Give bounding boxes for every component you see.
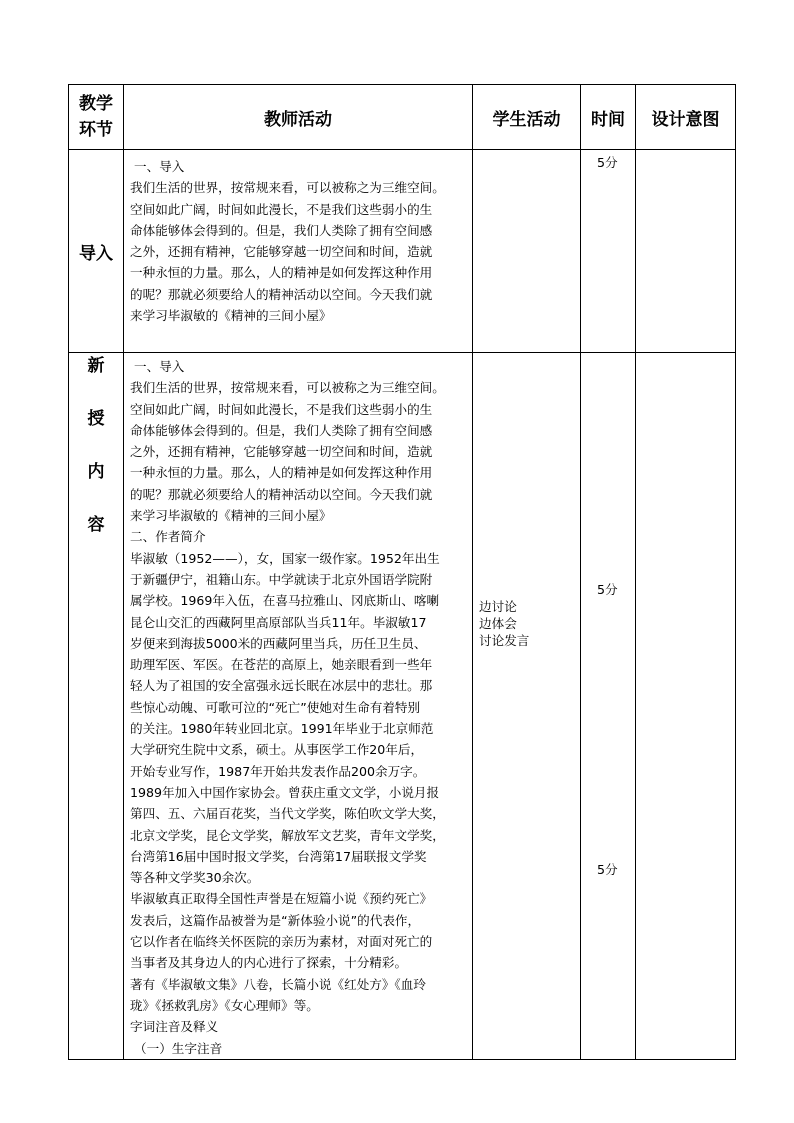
header-row (69, 85, 736, 150)
content-line-13: 岁便来到海拔5000米的西藏阿里当兵，历任卫生员、 (130, 635, 427, 651)
intro-line-6: 的呢？那就必须要给人的精神活动以空间。今天我们就 (130, 286, 433, 302)
intro-time: 5分 (597, 155, 618, 170)
intro-line-4: 之外，还拥有精神，它能够穿越一切空间和时间，造就 (130, 244, 433, 260)
intro-time-cell (581, 150, 636, 353)
content-line-4: 之外，还拥有精神，它能够穿越一切空间和时间，造就 (130, 444, 433, 460)
content-line-12: 昆仑山交汇的西藏阿里高原部队当兵11年。毕淑敏17 (130, 614, 427, 630)
stage-char-1: 授 (87, 409, 105, 429)
intro-line-2: 空间如此广阔，时间如此漫长，不是我们这些弱小的生 (130, 201, 433, 217)
intro-intent-cell (636, 150, 736, 353)
new-content-student-cell (473, 353, 581, 1060)
content-line-14: 助理军医、军医。在苍茫的高原上，她亲眼看到一些年 (130, 657, 433, 673)
content-line-6: 的呢？那就必须要给人的精神活动以空间。今天我们就 (130, 486, 433, 502)
content-line-11: 属学校。1969年入伍，在喜马拉雅山、冈底斯山、喀喇 (130, 593, 440, 609)
content-line-19: 开始专业写作，1987年开始共发表作品200余万字。 (130, 763, 426, 779)
header-stage-line2: 环节 (79, 120, 113, 140)
content-line-7: 来学习毕淑敏的《精神的三间小屋》 (130, 508, 332, 524)
intro-line-1: 我们生活的世界，按常规来看，可以被称之为三维空间。 (130, 180, 445, 196)
new-content-intent-cell (636, 353, 736, 1060)
intro-line-0: 一、导入 (134, 159, 185, 174)
content-line-26: 发表后，这篇作品被誉为是“新体验小说”的代表作， (130, 912, 421, 928)
intro-student-cell (473, 150, 581, 353)
header-student: 学生活动 (473, 85, 581, 150)
content-line-1: 我们生活的世界，按常规来看，可以被称之为三维空间。 (130, 380, 445, 396)
lesson-plan-table (68, 84, 736, 1060)
content-line-18: 大学研究生院中文系，硕士。从事医学工作20年后， (130, 742, 424, 758)
content-line-23: 台湾第16届中国时报文学奖，台湾第17届联报文学奖 (130, 848, 427, 864)
content-line-29: 著有《毕淑敏文集》八卷，长篇小说《红处方》《血玲 (130, 976, 426, 992)
header-time: 时间 (581, 85, 636, 150)
content-time-a: 5分 (597, 582, 618, 597)
content-line-30: 珑》《拯救乳房》《女心理师》等。 (130, 997, 319, 1013)
new-content-teacher-cell (124, 353, 473, 1060)
content-line-25: 毕淑敏真正取得全国性声誉是在短篇小说《预约死亡》 (130, 891, 433, 907)
content-line-0: 一、导入 (134, 359, 185, 374)
header-stage-line1: 教学 (79, 94, 113, 114)
content-line-27: 它以作者在临终关怀医院的亲历为素材，对面对死亡的 (130, 934, 433, 950)
content-line-24: 等各种文学奖30余次。 (130, 870, 260, 886)
content-line-10: 于新疆伊宁，祖籍山东。中学就读于北京外国语学院附 (130, 571, 433, 587)
content-time-b: 5分 (597, 862, 618, 877)
content-line-28: 当事者及其身边人的内心进行了探索，十分精彩。 (130, 955, 408, 971)
new-content-time-cell (581, 353, 636, 1060)
content-line-32: （一）生字注音 (134, 1040, 223, 1056)
content-line-20: 1989年加入中国作家协会。曾获庄重文文学，小说月报 (130, 784, 440, 800)
content-line-15: 轻人为了祖国的安全富强永远长眠在冰层中的悲壮。那 (130, 678, 433, 694)
student-line-2: 讨论发言 (479, 633, 530, 648)
intro-line-7: 来学习毕淑敏的《精神的三间小屋》 (130, 308, 332, 324)
content-line-9: 毕淑敏（1952——），女，国家一级作家。1952年出生 (130, 550, 440, 566)
new-content-row (69, 353, 736, 1060)
stage-char-0: 新 (87, 356, 105, 376)
stage-new-content (69, 353, 124, 1060)
content-line-21: 第四、五、六届百花奖，当代文学奖，陈伯吹文学大奖， (130, 806, 445, 822)
intro-teacher-cell (124, 150, 473, 353)
student-line-1: 边体会 (479, 616, 517, 631)
intro-line-3: 命体能够体会得到的。但是，我们人类除了拥有空间感 (130, 222, 433, 238)
header-stage (69, 85, 124, 150)
content-line-16: 些惊心动魄、可歌可泣的“死亡”使她对生命有着特别 (130, 699, 421, 715)
content-line-31: 字词注音及释义 (130, 1019, 219, 1035)
stage-char-2: 内 (87, 462, 105, 482)
header-intent: 设计意图 (636, 85, 736, 150)
content-line-2: 空间如此广阔，时间如此漫长，不是我们这些弱小的生 (130, 401, 433, 417)
student-line-0: 边讨论 (479, 599, 517, 614)
content-line-3: 命体能够体会得到的。但是，我们人类除了拥有空间感 (130, 422, 433, 438)
content-line-17: 的关注。1980年转业回北京。1991年毕业于北京师范 (130, 721, 434, 737)
header-teacher: 教师活动 (124, 85, 473, 150)
content-line-8: 二、作者简介 (130, 529, 206, 545)
stage-char-3: 容 (87, 515, 105, 535)
stage-intro: 导入 (69, 150, 124, 353)
content-line-5: 一种永恒的力量。那么，人的精神是如何发挥这种作用 (130, 465, 433, 481)
content-line-22: 北京文学奖，昆仑文学奖，解放军文艺奖，青年文学奖， (130, 827, 445, 843)
intro-row (69, 150, 736, 353)
intro-line-5: 一种永恒的力量。那么，人的精神是如何发挥这种作用 (130, 265, 433, 281)
